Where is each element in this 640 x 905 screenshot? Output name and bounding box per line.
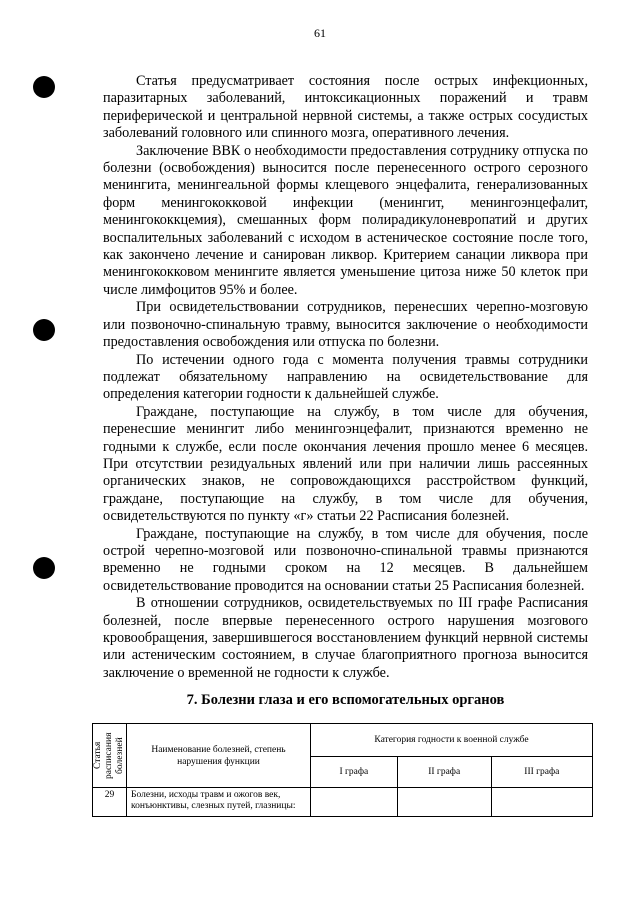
row-graph-1 — [311, 788, 398, 817]
header-category: Категория годности к военной службе — [311, 724, 593, 757]
paragraph: Граждане, поступающие на службу, в том числе для обучения, после острой черепно-мозговой или позвоночно-спинальной травмы признаются временно не годными сроком на 12 месяцев. В дальнейшем освидетельствование проводится на основании статьи 25 Расписания болезней. — [103, 525, 588, 594]
paragraph: По истечении одного года с момента получения травмы сотрудники подлежат обязательному направлению на освидетельствование для определения категории годности к дальнейшей службе. — [103, 351, 588, 403]
binder-hole — [33, 76, 55, 98]
header-graph-3: III графа — [491, 757, 592, 788]
section-title: 7. Болезни глаза и его вспомогательных органов — [186, 692, 505, 708]
row-description: Болезни, исходы травм и ожогов век, конъюнктивы, слезных путей, глазницы: — [127, 788, 311, 817]
ailments-table — [92, 723, 593, 817]
header-graph-1: I графа — [311, 757, 398, 788]
body-text — [103, 73, 588, 682]
header-disease-name: Наименование болезней, степень нарушения функции — [127, 724, 311, 788]
binder-hole — [33, 557, 55, 579]
table-row — [93, 788, 593, 817]
header-graph-2: II графа — [397, 757, 491, 788]
table-header-row — [93, 724, 593, 757]
binder-hole — [33, 319, 55, 341]
paragraph: Граждане, поступающие на службу, в том числе для обучения, перенесшие менингит либо менингоэнцефалит, признаются временно не годными к службе, если после окончания лечения прошло менее 6 месяцев. При отсутствии резидуальных явлений или при наличии лишь рассеянных органических знаков, не сопровождающихся расстройством функций, граждане, поступающие на службу, в том числе для обучения, освидетельствуются по пункту «г» статьи 22 Расписания болезней. — [103, 403, 588, 525]
paragraph: При освидетельствовании сотрудников, перенесших черепно-мозговую или позвоночно-спинальную травму, выносится заключение о необходимости предоставления освобождения или отпуска по болезни. — [103, 299, 588, 351]
header-article-label: Статья расписания болезней — [93, 732, 125, 779]
row-article-number: 29 — [93, 788, 127, 817]
header-article — [93, 724, 127, 788]
paragraph: Заключение ВВК о необходимости предоставления сотруднику отпуска по болезни (освобождения) выносится после перенесенного острого серозного менингита, менингеальной формы клещевого энцефалита, генерализованных форм менингококковой инфекции (менингит, менингоэнцефалит, менингококкцемия), смешанных форм полирадикулоневропатий и других воспалительных заболеваний с исходом в астеническое состояние после того, как закончено лечение и санирован ликвор. Критерием санации ликвора при менингококковом менингите является уменьшение цитоза ниже 50 клеток при числе лимфоцитов 95% и более. — [103, 142, 588, 298]
paragraph: Статья предусматривает состояния после острых инфекционных, паразитарных заболеваний, интоксикационных поражений и травм периферической и центральной нервной системы, а также острых сосудистых заболеваний головного или спинного мозга, оперативного лечения. — [103, 73, 588, 142]
row-graph-3 — [491, 788, 592, 817]
paragraph: В отношении сотрудников, освидетельствуемых по III графе Расписания болезней, после впервые перенесенного острого нарушения мозгового кровообращения, завершившегося восстановлением функций нервной системы или астеническим состоянием, в случае благоприятного прогноза выносится заключение о временной не годности к службе. — [103, 595, 588, 681]
page-number: 61 — [314, 26, 326, 40]
row-graph-2 — [397, 788, 491, 817]
